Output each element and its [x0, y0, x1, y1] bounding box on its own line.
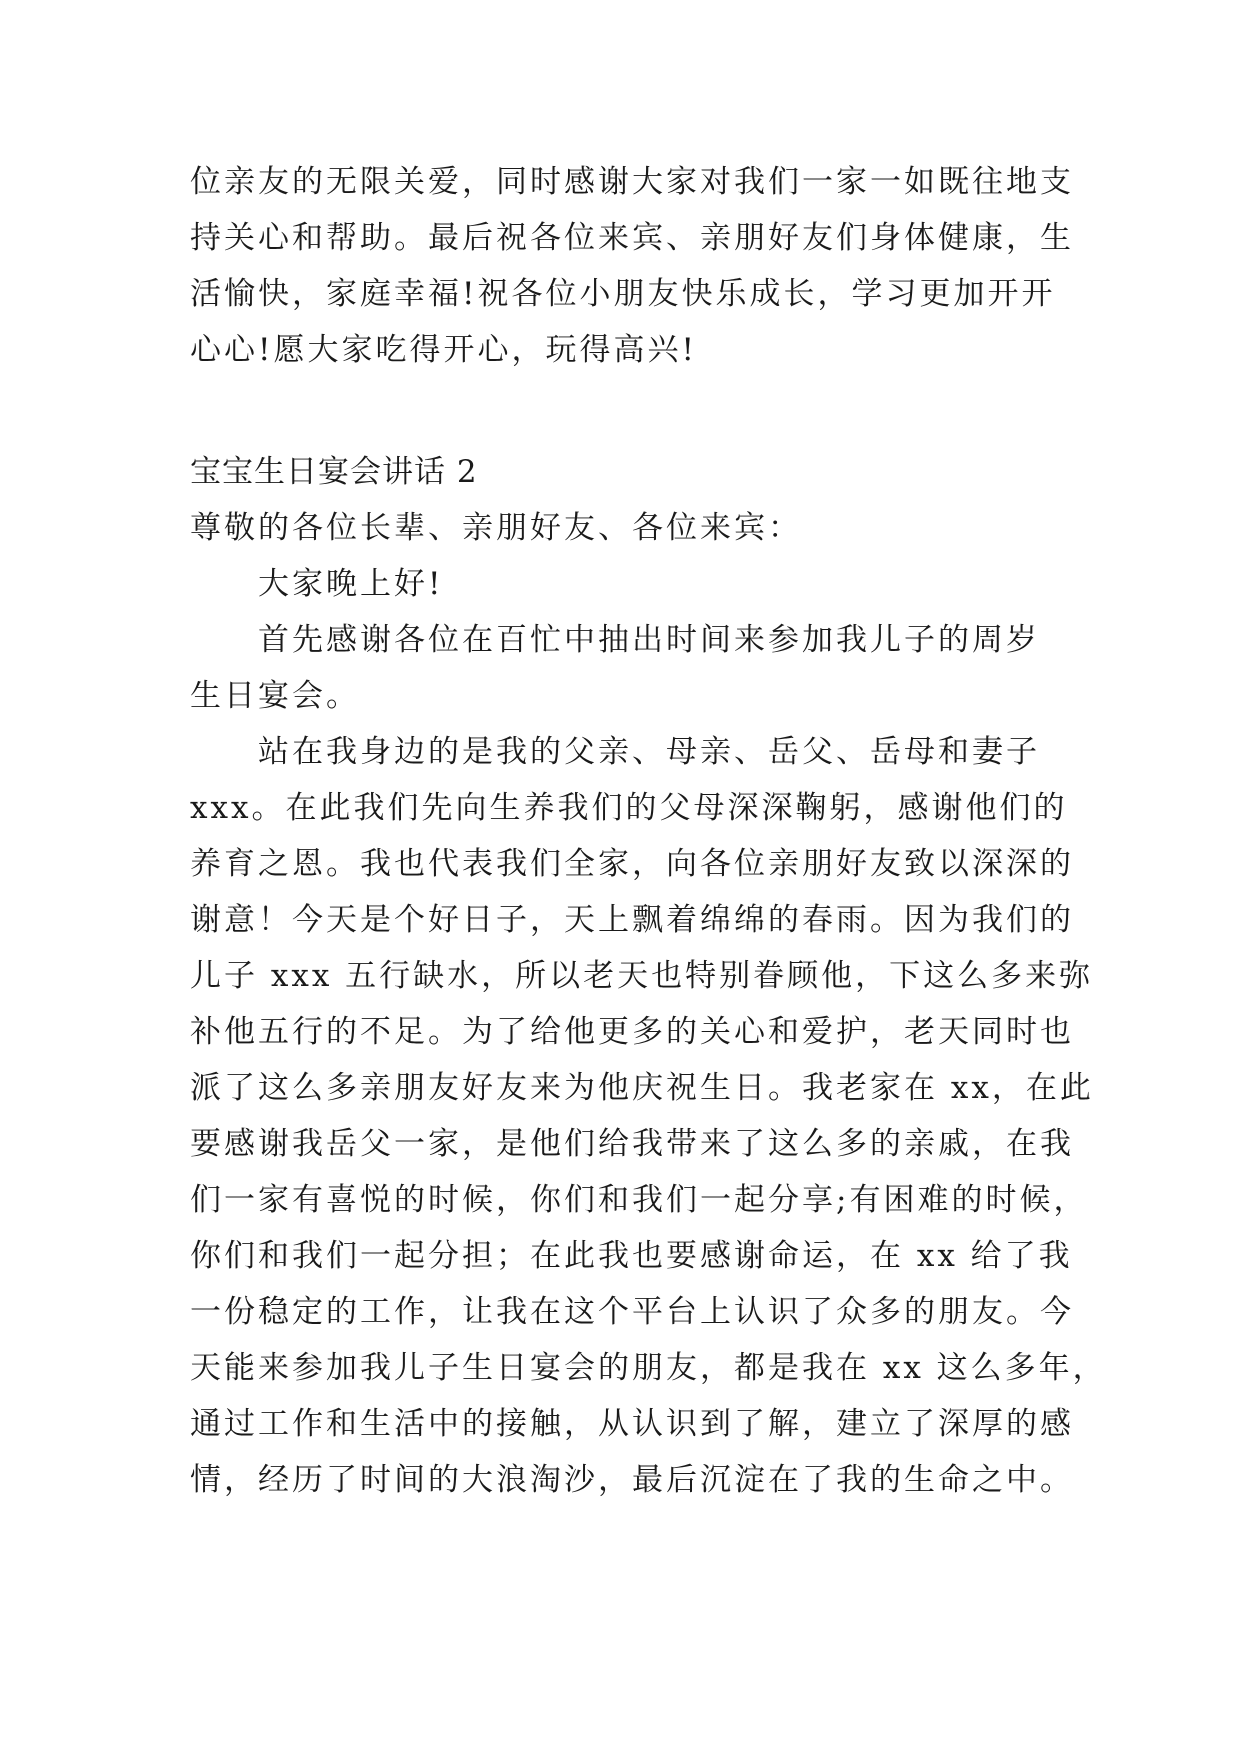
body-text-line: 位亲友的无限关爱，同时感谢大家对我们一家一如既往地支: [190, 164, 1074, 200]
body-text-line: 活愉快，家庭幸福!祝各位小朋友快乐成长，学习更加开开: [190, 276, 1056, 312]
body-text-line: 补他五行的不足。为了给他更多的关心和爱护，老天同时也: [190, 1014, 1074, 1050]
salutation: 尊敬的各位长辈、亲朋好友、各位来宾：: [190, 510, 802, 546]
body-text-line: 持关心和帮助。最后祝各位来宾、亲朋好友们身体健康，生: [190, 220, 1074, 256]
body-text-line: 天能来参加我儿子生日宴会的朋友，都是我在 xx 这么多年，: [190, 1350, 1107, 1386]
body-text-line: 们一家有喜悦的时候，你们和我们一起分享;有困难的时候，: [190, 1182, 1088, 1218]
body-text-line: 一份稳定的工作，让我在这个平台上认识了众多的朋友。今: [190, 1294, 1074, 1330]
body-text-line: 派了这么多亲朋友好友来为他庆祝生日。我老家在 xx，在此: [190, 1070, 1094, 1106]
body-text-line: 心心!愿大家吃得开心，玩得高兴!: [190, 332, 697, 368]
body-text-line: xxx。在此我们先向生养我们的父母深深鞠躬，感谢他们的: [190, 790, 1068, 826]
body-text-line: 生日宴会。: [190, 678, 360, 714]
body-text-line: 情，经历了时间的大浪淘沙，最后沉淀在了我的生命之中。: [190, 1462, 1074, 1498]
body-text-line: 站在我身边的是我的父亲、母亲、岳父、岳母和妻子: [258, 734, 1040, 770]
body-text-line: 要感谢我岳父一家，是他们给我带来了这么多的亲戚，在我: [190, 1126, 1074, 1162]
body-text-line: 儿子 xxx 五行缺水，所以老天也特别眷顾他，下这么多来弥: [190, 958, 1094, 994]
body-text-line: 谢意！今天是个好日子，天上飘着绵绵的春雨。因为我们的: [190, 902, 1074, 938]
body-text-line: 首先感谢各位在百忙中抽出时间来参加我儿子的周岁: [258, 622, 1040, 658]
body-text-line: 你们和我们一起分担；在此我也要感谢命运，在 xx 给了我: [190, 1238, 1073, 1274]
section-title: 宝宝生日宴会讲话 2: [190, 454, 478, 490]
greeting: 大家晚上好!: [258, 566, 444, 602]
body-text-line: 养育之恩。我也代表我们全家，向各位亲朋好友致以深深的: [190, 846, 1074, 882]
body-text-line: 通过工作和生活中的接触，从认识到了解，建立了深厚的感: [190, 1406, 1074, 1442]
